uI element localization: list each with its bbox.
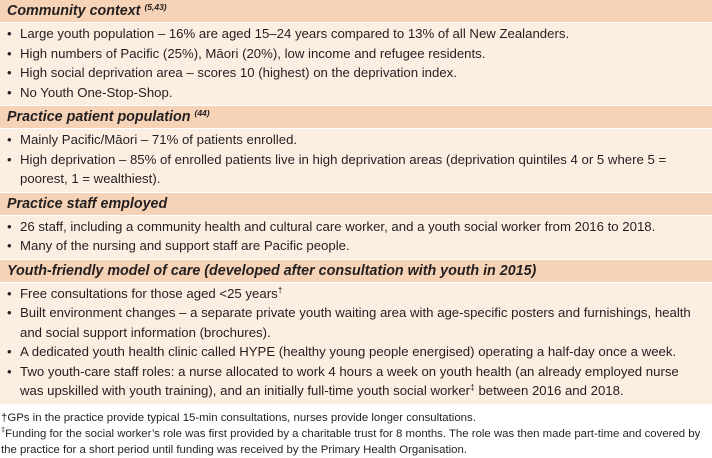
- section-title: Community context: [7, 3, 141, 19]
- list-item: [7, 342, 704, 362]
- footnote-mark: ‡: [1, 424, 6, 434]
- bullet-icon: •: [7, 132, 12, 147]
- list-item: [7, 150, 704, 189]
- list-item-text: [20, 362, 704, 401]
- bullet-icon: •: [7, 218, 12, 234]
- bullet-icon: •: [7, 363, 12, 379]
- list-item-text: No Youth One-Stop-Shop.: [20, 84, 173, 100]
- footnote-text: Funding for the social worker’s role was first provided by a charitable trust for 8 months. The role was then made part-time and covered by the practice for a short period until funding was received by the Primary Health Organisation.: [1, 427, 701, 456]
- bullet-icon: •: [7, 84, 12, 100]
- list-item-text: A dedicated youth health clinic called HYPE (healthy young people energised) operating a half-day once a week.: [20, 344, 677, 359]
- list-item: [7, 130, 704, 150]
- list-item-text-part: Free consultations for those aged <25 years: [20, 285, 278, 301]
- section-header-youth-friendly-model: [0, 259, 712, 282]
- list-item: [7, 362, 704, 401]
- list-item: [7, 44, 704, 64]
- section-title: Youth-friendly model of care (developed after consultation with youth in 2015): [7, 262, 537, 279]
- section-title: Practice staff employed: [7, 195, 168, 212]
- section-body-practice-patient-population: [0, 128, 712, 192]
- list-item: [7, 236, 704, 256]
- section-body-youth-friendly-model: [0, 282, 712, 404]
- list-item-text: Many of the nursing and support staff are Pacific people.: [20, 238, 350, 253]
- section-header-practice-patient-population: [0, 105, 712, 128]
- list-item-text: High deprivation – 85% of enrolled patients live in high deprivation areas (deprivation quintiles 4 or 5 where 5 = poorest, 1 = wealthiest).: [20, 151, 667, 186]
- bullet-icon: •: [7, 151, 12, 167]
- list-item-text-part: Two youth-care staff roles: a nurse allocated to work 4 hours a week on youth health (an already employed nurse was upskilled with youth training), and an initially full-time youth social worker: [20, 363, 679, 398]
- section-title: Practice patient population: [7, 109, 191, 125]
- footnote: [1, 410, 712, 426]
- list-item: [7, 303, 704, 342]
- list-item-text: High social deprivation area – scores 10 (highest) on the deprivation index.: [20, 65, 457, 80]
- list-item: [7, 284, 704, 304]
- section-header-community-context: [0, 0, 712, 22]
- list-item-text: 26 staff, including a community health and cultural care worker, and a youth social worker from 2016 to 2018.: [20, 218, 656, 234]
- list-item-text: Built environment changes – a separate private youth waiting area with age-specific posters and furnishings, health and social support information (brochures).: [20, 305, 691, 340]
- section-body-practice-staff-employed: [0, 215, 712, 259]
- footnotes: [0, 410, 712, 458]
- reference-superscript: (44): [194, 108, 210, 118]
- footnote-mark: †: [277, 284, 283, 295]
- bullet-icon: •: [7, 26, 12, 41]
- footnote-mark: ‡: [470, 382, 475, 392]
- footnote-text: GPs in the practice provide typical 15-min consultations, nurses provide longer consultations.: [7, 411, 476, 424]
- list-item-text-part: between 2016 and 2018.: [478, 383, 624, 398]
- section-body-community-context: [0, 22, 712, 105]
- list-item-text: [20, 284, 704, 304]
- footnote-mark: †: [1, 411, 8, 424]
- list-item: [7, 217, 704, 237]
- bullet-icon: •: [7, 65, 12, 80]
- bullet-icon: •: [7, 45, 12, 61]
- bullet-icon: •: [7, 285, 12, 301]
- list-item-text: Mainly Pacific/Māori – 71% of patients enrolled.: [20, 132, 298, 147]
- bullet-icon: •: [7, 344, 12, 359]
- reference-superscript: (5,43): [144, 2, 167, 12]
- section-header-practice-staff-employed: [0, 192, 712, 215]
- list-item: [7, 83, 704, 103]
- footnote: [1, 426, 712, 458]
- list-item-text: High numbers of Pacific (25%), Māori (20%), low income and refugee residents.: [20, 45, 486, 61]
- bullet-icon: •: [7, 238, 12, 253]
- list-item-text: Large youth population – 16% are aged 15–24 years compared to 13% of all New Zealanders.: [20, 26, 570, 41]
- bullet-icon: •: [7, 305, 12, 320]
- list-item: [7, 63, 704, 83]
- list-item: [7, 24, 704, 44]
